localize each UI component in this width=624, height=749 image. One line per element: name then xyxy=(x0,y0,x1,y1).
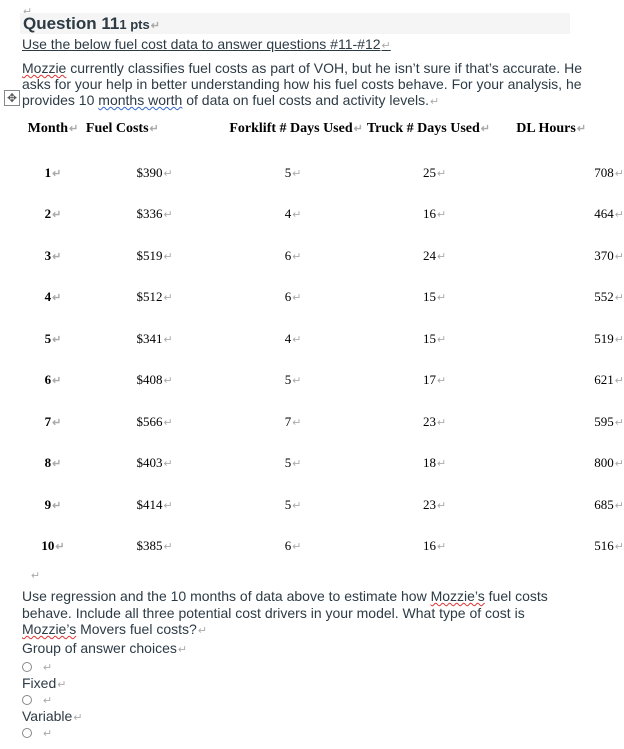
question-intro xyxy=(22,36,391,52)
cell-month: 8 ↵ xyxy=(20,443,86,485)
radio-button[interactable] xyxy=(22,728,32,738)
header-fuel-costs: Fuel Costs ↵ xyxy=(86,120,223,138)
cell-dl-hours: 685 ↵ xyxy=(506,484,624,526)
cell-forklift-days: 5 ↵ xyxy=(223,360,362,402)
choice-label-fixed[interactable]: Fixed xyxy=(22,674,57,691)
header-month: Month ↵ xyxy=(20,120,86,138)
table-row xyxy=(20,318,624,360)
question-points: 1 pts xyxy=(119,17,150,32)
table-row xyxy=(20,194,624,236)
radio-button[interactable] xyxy=(22,695,32,705)
question-title xyxy=(23,14,160,34)
cell-fuel-cost: $385 ↵ xyxy=(86,526,223,568)
paragraph-text: of data on fuel costs and activity levels. xyxy=(182,92,430,108)
cell-truck-days: 16 ↵ xyxy=(363,194,506,236)
cell-dl-hours: 708 ↵ xyxy=(506,138,624,194)
table-move-handle-icon[interactable]: ✥ xyxy=(4,90,20,106)
table-row xyxy=(20,484,624,526)
intro-text: Use the below fuel cost data to answer questions #11-#12 xyxy=(22,36,381,52)
question-paragraph xyxy=(22,60,582,110)
cell-dl-hours: 621 ↵ xyxy=(506,360,624,402)
cell-truck-days: 25 ↵ xyxy=(363,138,506,194)
fuel-cost-table xyxy=(20,120,624,567)
choice-label-variable[interactable]: Variable xyxy=(22,707,73,724)
misspelled-word: Mozzie xyxy=(22,60,67,76)
cell-fuel-cost: $414 ↵ xyxy=(86,484,223,526)
cell-forklift-days: 4 ↵ xyxy=(223,194,362,236)
cell-fuel-cost: $519 ↵ xyxy=(86,235,223,277)
cell-dl-hours: 464 ↵ xyxy=(506,194,624,236)
cell-forklift-days: 4 ↵ xyxy=(223,318,362,360)
cell-month: 1 ↵ xyxy=(20,138,86,194)
answer-choice-2[interactable] xyxy=(22,691,582,708)
header-forklift-days: Forklift # Days Used ↵ xyxy=(223,120,362,138)
cell-forklift-days: 6 ↵ xyxy=(223,235,362,277)
answer-choice-3[interactable] xyxy=(22,724,582,741)
table-row xyxy=(20,360,624,402)
cell-dl-hours: 552 ↵ xyxy=(506,277,624,319)
cell-truck-days: 17 ↵ xyxy=(363,360,506,402)
cell-month: 4 ↵ xyxy=(20,277,86,319)
answer-group-label: Group of answer choices xyxy=(22,639,177,656)
cell-truck-days: 18 ↵ xyxy=(363,443,506,485)
cell-month: 7 ↵ xyxy=(20,401,86,443)
cell-truck-days: 15 ↵ xyxy=(363,277,506,319)
prompt-text: fuel costs behave. Include all three potential cost drivers in your model. What type of cost is xyxy=(22,588,548,621)
grammar-flag: months worth xyxy=(98,92,183,108)
misspelled-word: Mozzie’s xyxy=(430,588,485,604)
question-number: Question 11 xyxy=(23,14,120,33)
question-prompt xyxy=(22,566,582,741)
table-row xyxy=(20,235,624,277)
cell-truck-days: 16 ↵ xyxy=(363,526,506,568)
cell-truck-days: 23 ↵ xyxy=(363,401,506,443)
table-row xyxy=(20,277,624,319)
header-truck-days: Truck # Days Used ↵ xyxy=(363,120,506,138)
radio-button[interactable] xyxy=(22,662,32,672)
cell-truck-days: 23 ↵ xyxy=(363,484,506,526)
prompt-text: Use regression and the 10 months of data above to estimate how xyxy=(22,588,431,604)
cell-forklift-days: 5 ↵ xyxy=(223,443,362,485)
cell-fuel-cost: $390 ↵ xyxy=(86,138,223,194)
cell-dl-hours: 516 ↵ xyxy=(506,526,624,568)
cell-fuel-cost: $408 ↵ xyxy=(86,360,223,402)
cell-forklift-days: 5 ↵ xyxy=(223,484,362,526)
prompt-text: Movers fuel costs? xyxy=(76,621,197,637)
cell-month: 6 ↵ xyxy=(20,360,86,402)
table-row xyxy=(20,443,624,485)
cell-truck-days: 24 ↵ xyxy=(363,235,506,277)
misspelled-word: Mozzie’s xyxy=(22,621,77,637)
table-row xyxy=(20,401,624,443)
cell-truck-days: 15 ↵ xyxy=(363,318,506,360)
cell-fuel-cost: $341 ↵ xyxy=(86,318,223,360)
cell-forklift-days: 6 ↵ xyxy=(223,526,362,568)
cell-month: 3 ↵ xyxy=(20,235,86,277)
cell-month: 10 ↵ xyxy=(20,526,86,568)
cell-fuel-cost: $336 ↵ xyxy=(86,194,223,236)
cell-dl-hours: 595 ↵ xyxy=(506,401,624,443)
header-dl-hours: DL Hours ↵ xyxy=(506,120,624,138)
cell-month: 5 ↵ xyxy=(20,318,86,360)
paragraph-text: currently classifies fuel costs as part of VOH, but he isn’t sure if that’s accurate. He asks for your help in better understanding how his fuel costs behave. For your analysis, he provides 10 xyxy=(22,60,582,108)
cell-fuel-cost: $403 ↵ xyxy=(86,443,223,485)
cell-month: 9 ↵ xyxy=(20,484,86,526)
cell-fuel-cost: $512 ↵ xyxy=(86,277,223,319)
cell-month: 2 ↵ xyxy=(20,194,86,236)
table-row xyxy=(20,526,624,568)
table-row xyxy=(20,138,624,194)
answer-choice-1[interactable] xyxy=(22,658,582,675)
cell-forklift-days: 7 ↵ xyxy=(223,401,362,443)
cell-forklift-days: 5 ↵ xyxy=(223,138,362,194)
cell-fuel-cost: $566 ↵ xyxy=(86,401,223,443)
cell-dl-hours: 800 ↵ xyxy=(506,443,624,485)
cell-dl-hours: 519 ↵ xyxy=(506,318,624,360)
cell-forklift-days: 6 ↵ xyxy=(223,277,362,319)
table-header-row xyxy=(20,120,624,138)
cell-dl-hours: 370 ↵ xyxy=(506,235,624,277)
